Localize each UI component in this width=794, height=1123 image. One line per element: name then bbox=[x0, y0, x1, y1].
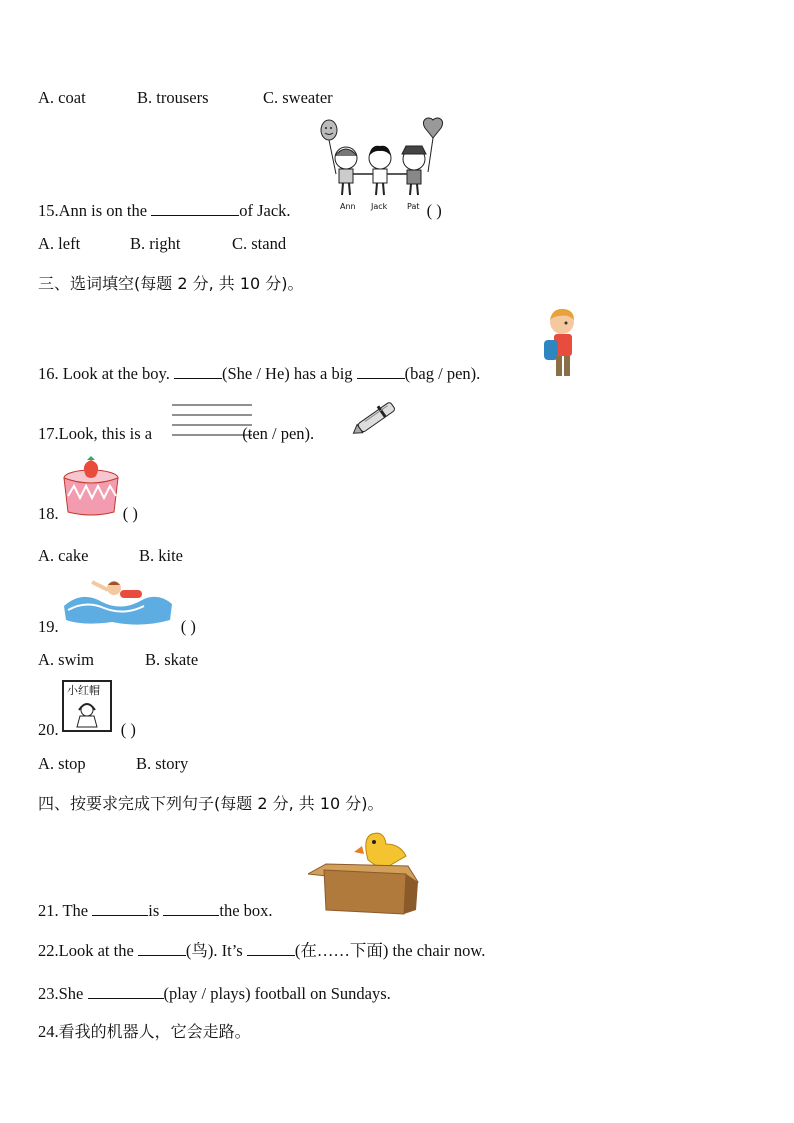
q14-option-b: B. trousers bbox=[137, 88, 209, 107]
q16-line bbox=[38, 363, 480, 384]
kid-name-pat: Pat bbox=[407, 202, 420, 211]
boy-with-bag-image bbox=[540, 306, 580, 380]
q16-blank-2[interactable] bbox=[357, 363, 405, 379]
q22-blank-2[interactable] bbox=[247, 940, 295, 956]
q22-blank-1[interactable] bbox=[138, 940, 186, 956]
duck-box-drawing bbox=[308, 830, 420, 916]
q14-option-c: C. sweater bbox=[263, 88, 333, 107]
q15-option-b: B. right bbox=[130, 234, 181, 253]
q21-text-a: The bbox=[62, 901, 89, 920]
q15-text-before: Ann is on the bbox=[58, 201, 148, 220]
q20-options bbox=[38, 754, 188, 774]
q20-line bbox=[38, 720, 136, 740]
q20-answer-paren[interactable]: ( ) bbox=[120, 720, 136, 739]
q23-text-a: She bbox=[58, 984, 84, 1003]
q18-option-b: B. kite bbox=[139, 546, 183, 565]
q23-blank[interactable] bbox=[88, 983, 164, 999]
q17-number: 17. bbox=[38, 424, 59, 443]
q19-line bbox=[38, 617, 196, 637]
q19-option-b: B. skate bbox=[145, 650, 199, 669]
q14-option-a: A. coat bbox=[38, 88, 86, 107]
q21-text-c: the box. bbox=[219, 901, 273, 920]
q15-answer-paren[interactable]: ( ) bbox=[426, 201, 442, 220]
q15-number: 15. bbox=[38, 201, 59, 220]
q23-number: 23. bbox=[38, 984, 59, 1003]
storybook-title: 小红帽 bbox=[67, 684, 100, 697]
q21-text-b: is bbox=[148, 901, 160, 920]
q22-text-c: (在……下面) the chair now. bbox=[294, 941, 486, 960]
q18-option-a: A. cake bbox=[38, 546, 89, 565]
q15-blank[interactable] bbox=[151, 200, 239, 216]
section4-title: 四、按要求完成下列句子(每题 2 分, 共 10 分)。 bbox=[38, 794, 384, 813]
q23-line bbox=[38, 983, 391, 1004]
q18-answer-paren[interactable]: ( ) bbox=[122, 504, 138, 523]
q19-options bbox=[38, 650, 198, 670]
q23-text-b: (play / plays) football on Sundays. bbox=[163, 984, 391, 1003]
q16-text-a: Look at the boy. bbox=[62, 364, 170, 383]
q17-text-after: (ten / pen). bbox=[242, 424, 315, 443]
q19-option-a: A. swim bbox=[38, 650, 94, 669]
q20-option-b: B. story bbox=[136, 754, 189, 773]
section3-title: 三、选词填空(每题 2 分, 共 10 分)。 bbox=[38, 274, 304, 293]
q22-number: 22. bbox=[38, 941, 59, 960]
q16-text-b: (She / He) has a big bbox=[221, 364, 353, 383]
q15-option-a: A. left bbox=[38, 234, 81, 253]
q20-option-a: A. stop bbox=[38, 754, 86, 773]
q17-line bbox=[38, 424, 314, 444]
q15-option-c: C. stand bbox=[232, 234, 287, 253]
q15-line bbox=[38, 200, 442, 221]
q22-text-a: Look at the bbox=[58, 941, 134, 960]
q24-line bbox=[38, 1022, 251, 1042]
q18-line bbox=[38, 504, 138, 524]
kid-name-jack: Jack bbox=[371, 202, 388, 211]
q16-text-c: (bag / pen). bbox=[404, 364, 481, 383]
q18-options bbox=[38, 546, 183, 566]
q22-text-b: (鸟). It’s bbox=[185, 941, 243, 960]
q19-number: 19. bbox=[38, 617, 59, 636]
pen-image bbox=[352, 396, 404, 436]
q14-options bbox=[38, 88, 333, 108]
q24-text: 看我的机器人，它会走路。 bbox=[58, 1022, 251, 1041]
pen-drawing bbox=[352, 396, 404, 436]
q17-text-before: Look, this is a bbox=[58, 424, 153, 443]
q21-line bbox=[38, 900, 273, 921]
q21-blank-2[interactable] bbox=[163, 900, 219, 916]
q21-number: 21. bbox=[38, 901, 59, 920]
q21-blank-1[interactable] bbox=[92, 900, 148, 916]
q18-number: 18. bbox=[38, 504, 59, 523]
q24-number: 24. bbox=[38, 1022, 59, 1041]
kid-name-ann: Ann bbox=[340, 202, 356, 211]
q15-options bbox=[38, 234, 286, 254]
q19-answer-paren[interactable]: ( ) bbox=[180, 617, 196, 636]
boy-drawing bbox=[540, 306, 580, 380]
q22-line bbox=[38, 940, 485, 961]
q20-number: 20. bbox=[38, 720, 59, 739]
q15-text-after: of Jack. bbox=[239, 201, 291, 220]
duck-in-box-image bbox=[308, 830, 420, 916]
q16-number: 16. bbox=[38, 364, 59, 383]
q16-blank-1[interactable] bbox=[174, 363, 222, 379]
